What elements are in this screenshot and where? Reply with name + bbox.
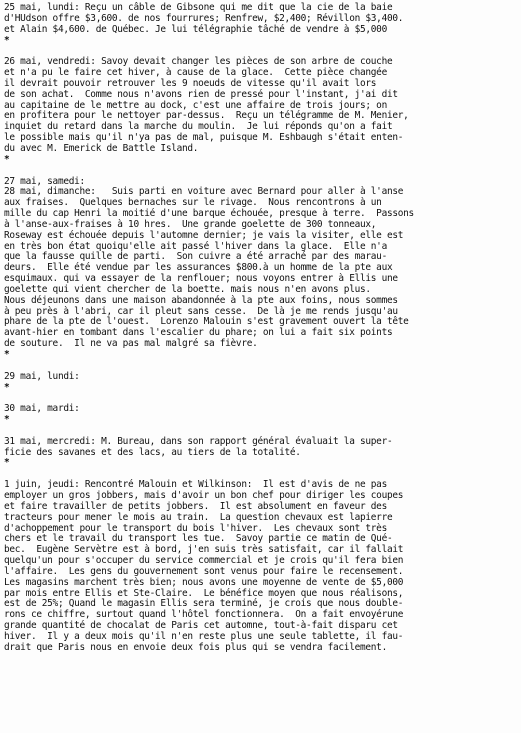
text-line: 26 mai, vendredi: Savoy devait changer les pièces de son arbre de couche (4, 56, 393, 68)
text-line: d'achoppement pour le transport du bois l'hiver. Les chevaux sont très (4, 522, 387, 534)
text-line: rons ce chiffre, surtout quand l'hôtel fonctionnera. On a fait envoyérune (4, 609, 404, 621)
text-line: chers et le travail du transport les tue. Savoy partie ce matin de Qué- (4, 533, 393, 545)
text-line: employer un gros jobbers, mais d'avoir un bon chef pour diriger les coupes (4, 489, 404, 501)
text-line: 31 mai, mercredi: M. Bureau, dans son rapport général évaluait la super- (4, 435, 393, 447)
entry-separator: * (4, 349, 10, 360)
text-line: aux fraises. Quelques bernaches sur le rivage. Nous rencontrons à un (4, 197, 382, 209)
text-line: au capitaine de le mettre au dock, c'est une affaire de trois jours; on (4, 99, 387, 111)
text-line: drait que Paris nous en envoie deux fois plus qui se vendra facilement. (4, 641, 387, 653)
text-line: 27 mai, samedi: (4, 175, 85, 187)
text-line: deurs. Elle été vendue par les assurances $800.à un homme de la pte aux (4, 262, 393, 274)
text-line: d'HUdson offre $3,600. de nos fourrures; Renfrew, $2,400; Révillon $3,400. (4, 12, 404, 24)
text-line: esquimaux. qui va essayer de la renflouer; nous voyons entrer à Ellis une (4, 273, 398, 285)
text-line: du avec M. Emerick de Battle Island. (4, 142, 199, 154)
text-line: l'affaire. Les gens du gouvernement sont venus pour faire le recensement. (4, 565, 404, 577)
text-line: 28 mai, dimanche: Suis parti en voiture avec Bernard pour aller à l'anse (4, 186, 404, 198)
text-line: phare de la pte de l'ouest. Lorenzo Malouin s'est gravement ouvert la tête (4, 316, 409, 328)
diary-entry (4, 437, 510, 470)
entry-separator: * (4, 381, 10, 393)
diary-entry (4, 57, 510, 165)
diary-entry (4, 372, 510, 394)
entry-gap (4, 393, 510, 404)
text-line: le possible mais qu'il n'ya pas de mal, puisque M. Eshbaugh s'était enten- (4, 132, 404, 144)
text-line: de son achat. Comme nous n'avons rien de pressé pour l'instant, j'ai dit (4, 88, 398, 100)
entry-separator: * (4, 414, 10, 426)
diary-entry (4, 3, 510, 46)
text-line: mille du cap Henri la moitié d'une barque échouée, presque à terre. Passons (4, 208, 414, 220)
text-line: tracteurs pour mener le mois au train. La question chevaux est lapierre (4, 511, 393, 523)
text-line: il devrait pouvoir retrouver les 9 noeuds de vitesse qu'il avait lors (4, 77, 377, 89)
text-line: quelqu'un pour s'occuper du service commercial et je crois qu'il fera bien (4, 555, 404, 567)
text-line: Nous déjeunons dans une maison abandonnée à la pte aux foins, nous sommes (4, 294, 398, 306)
text-line: inquiet du retard dans la marche du moulin. Je lui réponds qu'on a fait (4, 121, 393, 133)
text-line: en profitera pour le nettoyer par-dessus. Reçu un télégramme de M. Menier, (4, 110, 409, 122)
text-line: et faire travailler de petits jobbers. Il est absolument en faveur des (4, 500, 387, 512)
diary-entry (4, 480, 510, 654)
text-line: goelette qui vient chercher de la boette. mais nous n'en avons plus. (4, 283, 371, 295)
diary-entry (4, 177, 510, 361)
text-line: hiver. Il y a deux mois qu'il n'en reste plus une seule tablette, il fau- (4, 630, 404, 642)
text-line: avant-hier en tombant dans l'escalier du phare; on lui a fait six points (4, 327, 393, 339)
entry-separator: * (4, 457, 10, 469)
diary-entry (4, 404, 510, 426)
text-line: Les magasins marchent très bien; nous avons une moyenne de vente de $5,000 (4, 576, 404, 588)
text-line: est de 25%; Quand le magasin Ellis sera terminé, je crois que nous double- (4, 598, 404, 610)
text-line: ficie des savanes et des lacs, au tiers de la totalité. (4, 446, 301, 458)
text-line: par mois entre Ellis et Ste-Claire. Le bénéfice moyen que nous réalisons, (4, 587, 404, 599)
text-line: grande quantité de chocalat de Paris cet automne, tout-à-fait disparu cet (4, 620, 398, 632)
text-line: 1 juin, jeudi: Rencontré Malouin et Wilkinson: Il est d'avis de ne pas (4, 479, 387, 491)
text-line: 30 mai, mardi: (4, 403, 80, 415)
entry-separator: * (4, 34, 10, 46)
text-line: Roseway est échouée depuis l'automne dernier; je vais la visiter, elle est (4, 229, 404, 241)
text-line: 29 mai, lundi: (4, 370, 80, 382)
diary-text (4, 3, 510, 654)
text-line: bec. Eugène Servètre est à bord, j'en suis très satisfait, car il fallait (4, 544, 404, 556)
text-line: de souture. Il ne va pas mal malgré sa fièvre. (4, 338, 258, 350)
text-line: que la fausse quille de parti. Son cuivre a été arraché par des marau- (4, 251, 387, 263)
text-line: 25 mai, lundi: Reçu un câble de Gibsone qui me dit que la cie de la baie (4, 2, 393, 13)
entry-gap (4, 361, 510, 372)
text-line: à l'anse-aux-fraises à 10 hres. Une grande goelette de 300 tonneaux, (4, 218, 377, 230)
text-line: à peu près à l'abri, car il pleut sans cesse. De là je me rends jusqu'au (4, 305, 398, 317)
text-line: en très bon état quoiqu'elle ait passé l'hiver dans la glace. Elle n'a (4, 240, 387, 252)
text-line: et Alain $4,600. de Québec. Je lui télégraphie tâché de vendre à $5,000 (4, 23, 387, 35)
entry-separator: * (4, 153, 10, 165)
entry-gap (4, 166, 510, 177)
text-line: et n'a pu le faire cet hiver, à cause de la glace. Cette pièce changée (4, 67, 387, 79)
